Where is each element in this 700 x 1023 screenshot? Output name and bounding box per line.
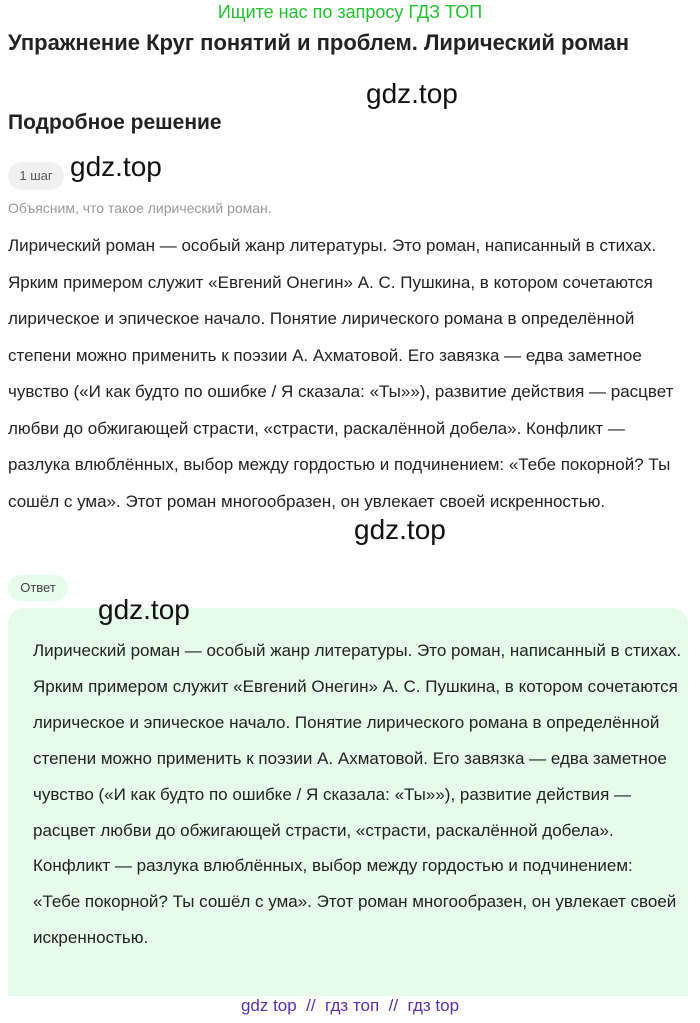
watermark: gdz.top: [98, 594, 190, 625]
search-banner: Ищите нас по запросу ГДЗ ТОП: [217, 2, 483, 22]
answer-badge: Ответ: [8, 575, 68, 601]
watermark: gdz.top: [70, 151, 162, 182]
step-badge: 1 шаг: [8, 162, 64, 190]
step-hint: Объясним, что такое лирический роман.: [8, 200, 272, 216]
watermark: gdz.top: [366, 78, 458, 109]
solution-text: Лирический роман — особый жанр литературы. Это роман, написанный в стихах. Ярким примером служит «Евгений Онегин» А. С. Пушкина, в котором сочетаются лирическое и эпическое начало. Понятие лирического романа в определённой степени можно применить к поэзии А. Ахматовой. Его завязка — едва заметное чувство («И как будто по ошибке / Я сказала: «Ты»»), развитие действия — расцвет любви до обжигающей страсти, «страсти, раскалённой добела». Конфликт — разлука влюблённых, выбор между гордостью и подчинением: «Тебе покорной? Ты сошёл с ума». Этот роман многообразен, он увлекает своей искренностью.: [8, 236, 674, 511]
page-title: Упражнение Круг понятий и проблем. Лирический роман: [8, 30, 630, 55]
answer-text: Лирический роман — особый жанр литературы. Это роман, написанный в стихах. Ярким примером служит «Евгений Онегин» А. С. Пушкина, в котором сочетаются лирическое и эпическое начало. Понятие лирического романа в определённой степени можно применить к поэзии А. Ахматовой. Его завязка — едва заметное чувство («И как будто по ошибке / Я сказала: «Ты»»), развитие действия — расцвет любви до обжигающей страсти, «страсти, раскалённой добела». Конфликт — разлука влюблённых, выбор между гордостью и подчинением: «Тебе покорной? Ты сошёл с ума». Этот роман многообразен, он увлекает своей искренностью.: [33, 641, 682, 948]
section-title: Подробное решение: [8, 111, 222, 134]
footer-links[interactable]: gdz top // гдз топ // гдз top: [240, 996, 460, 1015]
watermark: gdz.top: [354, 514, 446, 545]
